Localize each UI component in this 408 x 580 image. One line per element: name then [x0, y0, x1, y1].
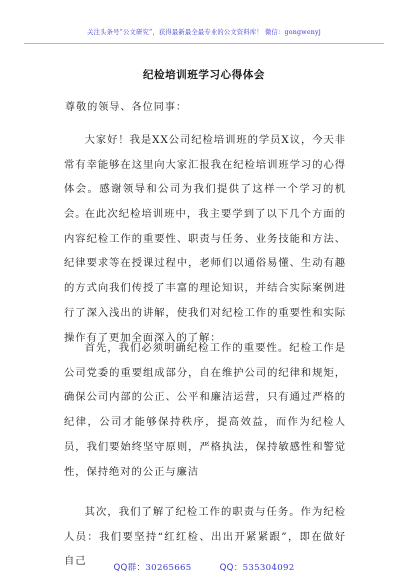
document-title: 纪检培训班学习心得体会 — [142, 69, 266, 81]
paragraph-importance: 首先，我们必须明确纪检工作的重要性。纪检工作是公司党委的重要组成部分，自在维护公司的纪律和规矩，确保公司内部的公正、公平和廉洁运营，只有通过严格的纪律，公司才能够保持秩序，提高效益，而作为纪检人员，我们要始终坚守原则，严格执法，保持敏感性和警觉性，保持绝对的公正与廉洁 — [64, 342, 346, 478]
qq-group-label: QQ群： — [113, 563, 146, 573]
paragraph-intro: 大家好！我是XX公司纪检培训班的学员X议，今天非常有幸能够在这里向大家汇报我在纪检培训班学习的心得体会。感谢领导和公司为我们提供了这样一个学习的机会。 — [64, 134, 346, 221]
header-divider — [24, 43, 384, 44]
header-banner[interactable]: 关注头条号“公文研究”，获得最新最全最专业的公文资料库！ 微信：gongwenyj — [87, 29, 321, 36]
salutation: 尊敬的领导、各位同事： — [65, 102, 188, 113]
qq-group-number[interactable]: 30265665 — [145, 563, 192, 573]
paragraph-content-learned: 在此次纪检培训班中，我主要学到了以下几个方面的内容纪检工作的重要性、职责与任务、业务技能和方法、纪律要求等在授课过程中，老师们以通俗易懂、生动有趣的方式向我们传授了丰富的理论知识，并结合实际案例进行了深入浅出的讲解，使我们对纪检工作的重要性和实际操作有了更加全面深入的了解： — [64, 208, 346, 344]
paragraph-duties: 其次，我们了解了纪检工作的职责与任务。作为纪检人员：我们要坚持“红红检、出出开紧紧跟”，即在做好自己 — [64, 506, 346, 568]
footer-contact — [0, 561, 408, 573]
qq-label: QQ： — [219, 563, 243, 573]
qq-number[interactable]: 535304092 — [242, 563, 295, 573]
